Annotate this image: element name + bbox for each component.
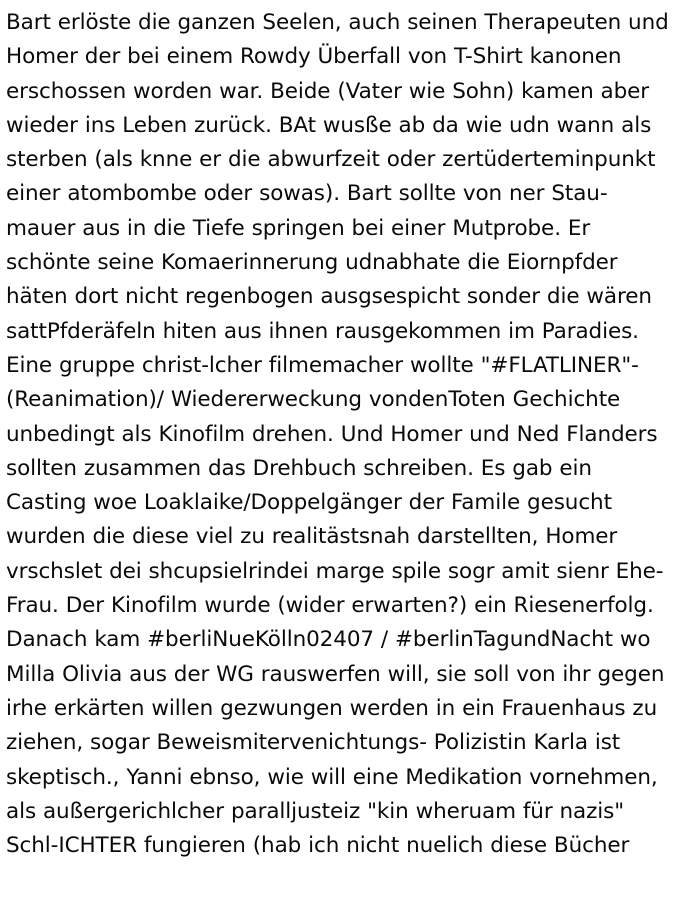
- document-body-text: Bart erlöste die ganzen Seelen, auch seinen Therapeuten und Homer der bei einem Rowdy Überfall von T-Shirt kanonen erschossen worden war. Beide (Vater wie Sohn) kamen aber wieder ins Leben zurück. BAt wusße ab da wie udn wann als sterben (als knne er die abwurfzeit oder zertüderteminpunkt einer atombombe oder sowas). Bart sollte von ner Stau-mauer aus in die Tiefe springen bei einer Mutprobe. Er schönte seine Komaerinnerung udnabhate die Eiornpfder häten dort nicht regenbogen ausgsespicht sonder die wären sattPfderäfeln hiten aus ihnen rausgekommen im Paradies. Eine gruppe christ-lcher filmemacher wollte "#FLATLINER"-(Reanimation)/ Wiedererweckung vondenToten Gechichte unbedingt als Kinofilm drehen. Und Homer und Ned Flanders sollten zusammen das Drehbuch schreiben. Es gab ein Casting woe Loaklaike/Doppelgänger der Famile gesucht wurden die diese viel zu realitästsnah darstellten, Homer vrschslet dei shcupsielrindei marge spile sogr amit sienr Ehe-Frau. Der Kinofilm wurde (wider erwarten?) ein Riesenerfolg. Danach kam #berliNueKölln02407 / #berlinTagundNacht wo Milla Olivia aus der WG rauswerfen will, sie soll von ihr gegen irhe erkärten willen gezwungen werden in ein Frauenhaus zu ziehen, sogar Beweismitervenichtungs- Polizistin Karla ist skeptisch., Yanni ebnso, wie will eine Medikation vornehmen, als außergerichlcher paralljusteiz "kin wheruam für nazis" Schl-ICHTER fungieren (hab ich nicht nuelich diese Bücher: [6, 10, 676, 859]
